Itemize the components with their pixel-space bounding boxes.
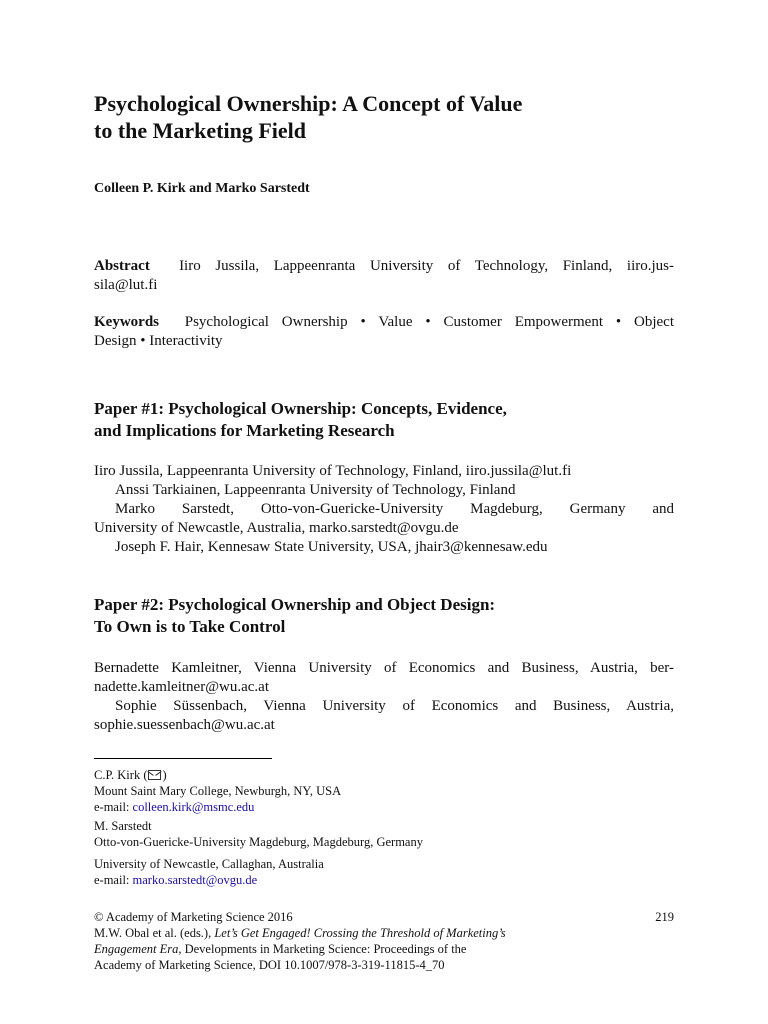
paper1-heading-line-1: Paper #1: Psychological Ownership: Concepts, Evidence, <box>94 399 507 418</box>
paper1-author-line: University of Newcastle, Australia, marko.sarstedt@ovgu.de <box>94 520 459 536</box>
publication-info <box>94 909 674 973</box>
series-text: , Developments in Marketing Science: Proceedings of the <box>178 942 467 956</box>
paper1-author-line: Joseph F. Hair, Kennesaw State University, USA, jhair3@kennesaw.edu <box>115 539 548 555</box>
kirk-name: C.P. Kirk ( <box>94 768 148 782</box>
sarstedt-affiliation-2: University of Newcastle, Callaghan, Australia <box>94 857 324 871</box>
book-title-part-1: Let’s Get Engaged! Crossing the Threshold of Marketing’s <box>214 926 506 940</box>
paper2-author-line: nadette.kamleitner@wu.ac.at <box>94 679 269 695</box>
abstract-text-2: sila@lut.fi <box>94 277 158 293</box>
paper2-heading-line-2: To Own is to Take Control <box>94 617 286 636</box>
paper1-author-line: Marko Sarstedt, Otto-von-Guericke-University Magdeburg, Germany and <box>115 501 674 517</box>
envelope-icon <box>148 770 161 780</box>
paper2-heading-line-1: Paper #2: Psychological Ownership and Object Design: <box>94 595 496 614</box>
kirk-name-close: ) <box>162 768 167 782</box>
copyright-line: © Academy of Marketing Science 2016 <box>94 910 293 924</box>
footnote-sarstedt <box>94 818 674 850</box>
paper1-author-line: Iiro Jussila, Lappeenranta University of Technology, Finland, iiro.jussila@lut.fi <box>94 463 572 479</box>
citation-prefix: M.W. Obal et al. (eds.), <box>94 926 215 940</box>
paper2-authors <box>94 659 674 735</box>
paper1-heading <box>94 398 674 442</box>
abstract-label: Abstract <box>94 258 150 274</box>
paper1-authors <box>94 462 674 557</box>
footnote-divider <box>94 758 272 759</box>
footnote-sarstedt-2 <box>94 856 674 888</box>
page-number: 219 <box>655 910 674 924</box>
paper2-heading <box>94 594 674 638</box>
paper2-author-line: Sophie Süssenbach, Vienna University of Economics and Business, Austria, <box>115 698 674 714</box>
paper1-heading-line-2: and Implications for Marketing Research <box>94 421 395 440</box>
kirk-email-label: e-mail: <box>94 800 133 814</box>
keywords-text-1: Psychological Ownership • Value • Customer Empowerment • Object <box>184 314 674 330</box>
sarstedt-email-label: e-mail: <box>94 873 133 887</box>
doi-line: Academy of Marketing Science, DOI 10.1007/978-3-319-11815-4_70 <box>94 958 445 972</box>
keywords-text-2: Design • Interactivity <box>94 333 223 349</box>
paper2-author-line: sophie.suessenbach@wu.ac.at <box>94 717 275 733</box>
paper-authors: Colleen P. Kirk and Marko Sarstedt <box>94 181 310 196</box>
keywords-label: Keywords <box>94 314 159 330</box>
sarstedt-email-link[interactable]: marko.sarstedt@ovgu.de <box>132 873 258 887</box>
title-line-1: Psychological Ownership: A Concept of Value <box>94 91 523 116</box>
book-title-part-2: Engagement Era <box>94 942 179 956</box>
kirk-affiliation: Mount Saint Mary College, Newburgh, NY, USA <box>94 784 342 798</box>
paper-title <box>94 90 674 144</box>
abstract <box>94 257 674 295</box>
sarstedt-name: M. Sarstedt <box>94 819 152 833</box>
keywords <box>94 313 674 351</box>
title-line-2: to the Marketing Field <box>94 118 307 143</box>
paper2-author-line: Bernadette Kamleitner, Vienna University of Economics and Business, Austria, ber- <box>94 660 674 676</box>
sarstedt-affiliation-1: Otto-von-Guericke-University Magdeburg, Magdeburg, Germany <box>94 835 423 849</box>
abstract-text-1: Iiro Jussila, Lappeenranta University of Technology, Finland, iiro.jus- <box>179 258 674 274</box>
kirk-email-link[interactable]: colleen.kirk@msmc.edu <box>132 800 255 814</box>
paper1-author-line: Anssi Tarkiainen, Lappeenranta University of Technology, Finland <box>115 482 516 498</box>
footnote-kirk <box>94 767 674 815</box>
